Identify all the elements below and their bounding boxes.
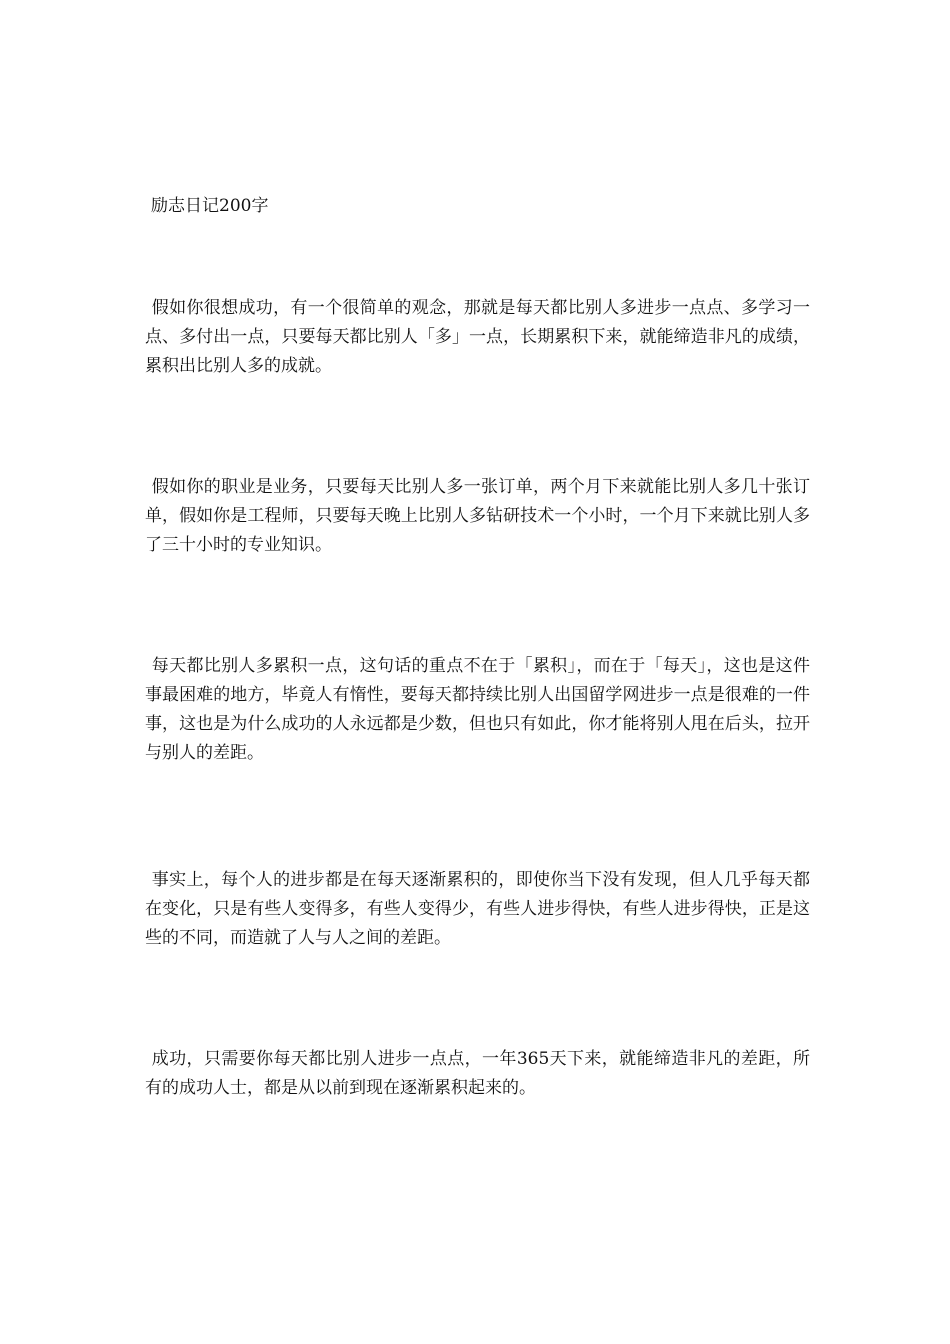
paragraph-5: 成功，只需要你每天都比别人进步一点点，一年365天下来，就能缔造非凡的差距，所有的成功人士，都是从以前到现在逐渐累积起来的。: [145, 1049, 810, 1098]
paragraph-1: 假如你很想成功，有一个很简单的观念，那就是每天都比别人多进步一点点、多学习一点、多付出一点，只要每天都比别人「多」一点，长期累积下来，就能缔造非凡的成绩，累积出比别人多的成就。: [145, 298, 810, 376]
document-title: 励志日记200字: [151, 196, 269, 216]
paragraph-4: 事实上，每个人的进步都是在每天逐渐累积的，即使你当下没有发现，但人几乎每天都在变化，只是有些人变得多，有些人变得少，有些人进步得快，有些人进步得快，正是这些的不同，而造就了人与人之间的差距。: [145, 870, 810, 948]
paragraph-3: 每天都比别人多累积一点，这句话的重点不在于「累积」，而在于「每天」，这也是这件事最困难的地方，毕竟人有惰性，要每天都持续比别人出国留学网进步一点是很难的一件事，这也是为什么成功的人永远都是少数，但也只有如此，你才能将别人甩在后头，拉开与别人的差距。: [145, 656, 810, 763]
paragraph-2: 假如你的职业是业务，只要每天比别人多一张订单，两个月下来就能比别人多几十张订单，假如你是工程师，只要每天晚上比别人多钻研技术一个小时，一个月下来就比别人多了三十小时的专业知识。: [145, 477, 810, 555]
